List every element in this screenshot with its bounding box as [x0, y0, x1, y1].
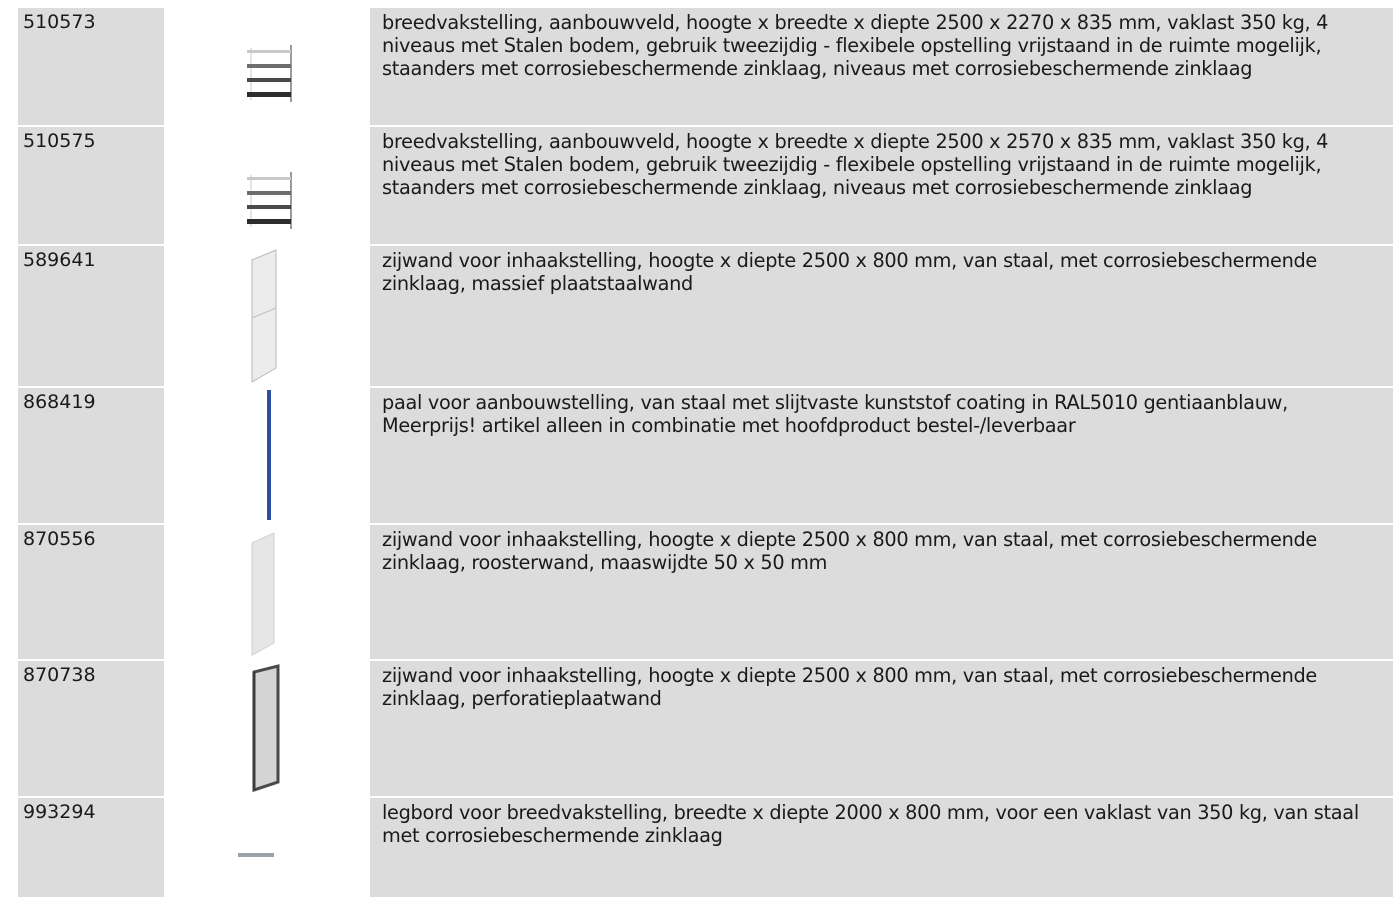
product-image [164, 127, 370, 244]
table-row [18, 525, 1393, 659]
side-panel-perforated-icon [248, 664, 282, 792]
product-description: zijwand voor inhaakstelling, hoogte x diepte 2500 x 800 mm, van staal, met corrosiebeschermende zinklaag, massief plaatstaalwand [370, 246, 1393, 386]
side-panel-grid-icon [250, 531, 280, 656]
product-image [164, 661, 370, 796]
shelving-unit-icon [239, 167, 299, 237]
article-number: 870738 [18, 661, 164, 796]
article-number: 868419 [18, 388, 164, 523]
product-description: zijwand voor inhaakstelling, hoogte x diepte 2500 x 800 mm, van staal, met corrosiebeschermende zinklaag, roosterwand, maaswijdte 50 x 50 mm [370, 525, 1393, 659]
article-number: 589641 [18, 246, 164, 386]
product-image [164, 388, 370, 523]
shelving-unit-icon [239, 40, 299, 110]
blue-post-icon [264, 390, 274, 520]
table-row [18, 661, 1393, 796]
table-row [18, 798, 1393, 897]
side-panel-solid-icon [250, 248, 280, 384]
product-image [164, 798, 370, 897]
table-row [18, 8, 1393, 125]
product-image [164, 8, 370, 125]
product-description: breedvakstelling, aanbouwveld, hoogte x breedte x diepte 2500 x 2570 x 835 mm, vaklast 350 kg, 4 niveaus met Stalen bodem, gebruik tweezijdig - flexibele opstelling vrijstaand in de ruimte mogelijk, staanders met corrosiebeschermende zinklaag, niveaus met corrosiebeschermende zinklaag [370, 127, 1393, 244]
product-image [164, 246, 370, 386]
product-description: zijwand voor inhaakstelling, hoogte x diepte 2500 x 800 mm, van staal, met corrosiebeschermende zinklaag, perforatieplaatwand [370, 661, 1393, 796]
article-number: 870556 [18, 525, 164, 659]
table-row [18, 388, 1393, 523]
article-number: 510575 [18, 127, 164, 244]
table-row [18, 246, 1393, 386]
product-description: paal voor aanbouwstelling, van staal met slijtvaste kunststof coating in RAL5010 gentiaanblauw, Meerprijs! artikel alleen in combinatie met hoofdproduct bestel-/leverbaar [370, 388, 1393, 523]
product-description: breedvakstelling, aanbouwveld, hoogte x breedte x diepte 2500 x 2270 x 835 mm, vaklast 350 kg, 4 niveaus met Stalen bodem, gebruik tweezijdig - flexibele opstelling vrijstaand in de ruimte mogelijk, staanders met corrosiebeschermende zinklaag, niveaus met corrosiebeschermende zinklaag [370, 8, 1393, 125]
table-row [18, 127, 1393, 244]
shelf-board-icon [236, 850, 276, 860]
article-number: 510573 [18, 8, 164, 125]
product-image [164, 525, 370, 659]
product-description: legbord voor breedvakstelling, breedte x diepte 2000 x 800 mm, voor een vaklast van 350 kg, van staal met corrosiebeschermende zinklaag [370, 798, 1393, 897]
article-number: 993294 [18, 798, 164, 897]
